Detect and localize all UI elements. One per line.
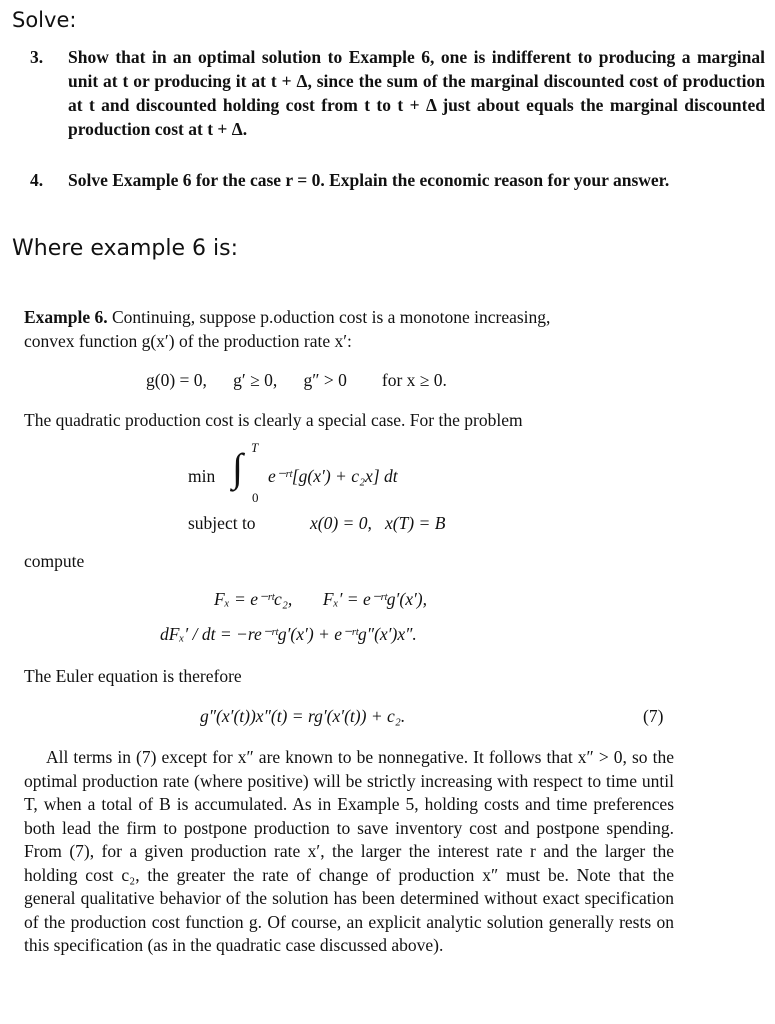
- integral-sign-icon: ∫: [232, 445, 243, 490]
- problem-3: [30, 45, 765, 141]
- subject-to: subject to: [188, 513, 256, 533]
- quadratic-line: The quadratic production cost is clearly a special case. For the problem: [24, 410, 523, 430]
- problem-number: 4.: [30, 170, 44, 190]
- euler-equation: g″(x′(t))x″(t) = rg′(x′(t)) + c₂.: [200, 706, 406, 726]
- compute-label: compute: [24, 551, 85, 571]
- final-paragraph: All terms in (7) except for x″ are known to be nonnegative. It follows that x″ > 0, so the optimal production rate (where positive) will be strictly increasing with respect to time until T, when a total of B is accumulated. As in Example 5, holding costs and time preferences both lead the firm to postpone production to save inventory cost and postpone spending. From (7), for a given production rate x′, the larger the interest rate r and the larger the holding cost c₂, the greater the rate of change of production x″ must be. Note that the general qualitative behavior of the solution has been determined without exact specification of the production cost function g. Of course, an explicit analytic solution generally rests on this specification (as in the quadratic case discussed above).: [24, 747, 674, 955]
- eq-fx: Fₓ = e⁻ʳᵗc₂, Fₓ′ = e⁻ʳᵗg′(x′),: [214, 589, 427, 609]
- euler-intro: The Euler equation is therefore: [24, 666, 242, 686]
- equation-number: (7): [643, 706, 664, 726]
- integral-upper: T: [251, 440, 259, 455]
- integrand: e⁻ʳᵗ[g(x′) + c₂x] dt: [268, 466, 398, 486]
- solve-heading: Solve:: [12, 8, 77, 32]
- min-label: min: [188, 466, 216, 486]
- integral-lower: 0: [252, 490, 259, 505]
- problem-text: Solve Example 6 for the case r = 0. Explain the economic reason for your answer.: [68, 170, 670, 190]
- problem-number: 3.: [30, 47, 44, 67]
- intro-line-1: [24, 307, 550, 328]
- problem-text: Show that in an optimal solution to Example 6, one is indifferent to producing a marginal unit at t or producing it at t + Δ, since the sum of the marginal discounted cost of production at t and discounted holding cost from t to t + Δ just about equals the marginal discounted production cost at t + Δ.: [68, 47, 765, 139]
- example-label: Example 6.: [24, 307, 108, 327]
- problem-4: [30, 168, 765, 192]
- conditions: g(0) = 0, g′ ≥ 0, g″ > 0 for x ≥ 0.: [146, 370, 447, 390]
- intro-line-2: convex function g(x′) of the production rate x′:: [24, 331, 352, 351]
- intro-text: Continuing, suppose p.oduction cost is a monotone increasing,: [112, 307, 551, 327]
- where-heading: Where example 6 is:: [12, 236, 238, 261]
- constraints: x(0) = 0, x(T) = B: [310, 513, 446, 533]
- eq-dfx: dFₓ′ / dt = −re⁻ʳᵗg′(x′) + e⁻ʳᵗg″(x′)x″.: [160, 624, 417, 644]
